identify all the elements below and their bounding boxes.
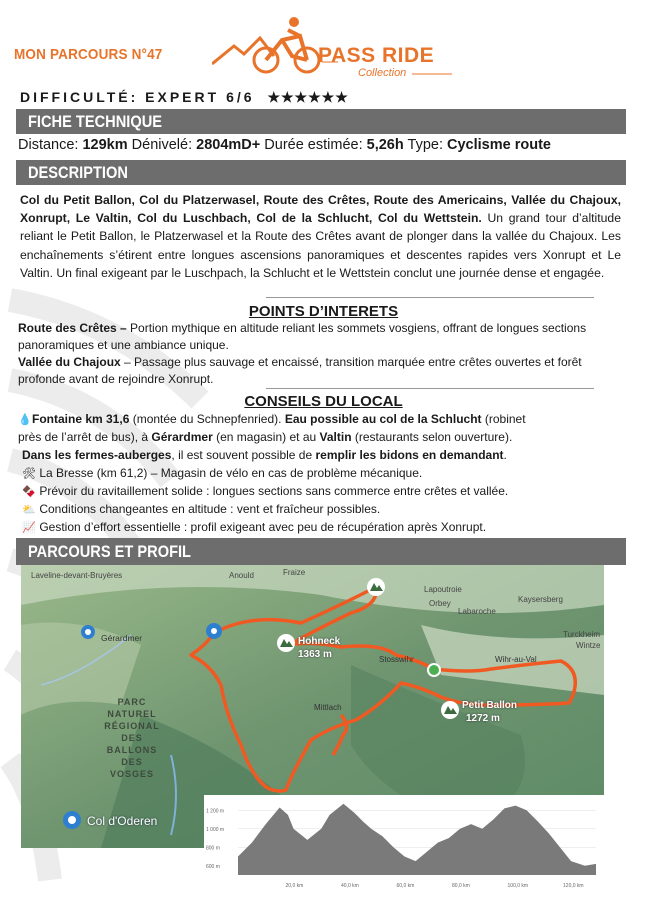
water-text: (robinet	[481, 412, 526, 426]
point-item	[18, 320, 620, 355]
water-bold: Dans les fermes-auberges	[22, 448, 172, 462]
park-label	[87, 696, 177, 780]
x-tick-label: 100,0 km	[507, 883, 529, 889]
x-tick-label: 40,0 km	[341, 883, 359, 889]
point-name: Vallée du Chajoux	[18, 355, 121, 369]
section-fiche-title: FICHE TECHNIQUE	[28, 112, 163, 131]
summit-altitude: 1363 m	[298, 649, 332, 660]
profile-chart	[204, 795, 604, 890]
map-label: Mittlach	[314, 703, 342, 712]
description-text	[20, 191, 621, 282]
description-body: Un grand tour d’altitude reliant le Petit Ballon, le Platzerwasel et la Route des Crêtes avant de plonger dans la vallée du Chajoux. Les enchaînements s’étirent entre longues ascensions panoramiques et descentes rapides vers Xonrupt et Le Valtin. Un final exigeant par le Luschpach, la Schlucht et le Wettstein conclut une journée dense et engagée.	[20, 211, 621, 280]
point-item	[18, 354, 620, 389]
x-tick-label: 60,0 km	[396, 883, 415, 889]
food-icon: 🍫	[22, 486, 36, 498]
x-tick-label: 120,0 km	[563, 883, 584, 889]
map-label: Turckheim	[563, 630, 601, 639]
y-tick-label: 600 m	[206, 863, 220, 870]
water-bold: remplir les bidons en demandant	[315, 448, 504, 462]
map-label: Stosswihr	[379, 655, 414, 664]
map-label: Kaysersberg	[518, 595, 563, 604]
elevation-area	[238, 804, 596, 875]
x-tick-label: 20,0 km	[285, 883, 304, 889]
y-tick-label: 1 200 m	[206, 808, 225, 815]
point-text: – Passage plus sauvage et encaissé, transition marquée entre crêtes ouvertes et forêt profonde avant de rejoindre Xonrupt.	[18, 355, 582, 387]
tip-text: La Bresse (km 61,2) – Magasin de vélo en cas de problème mécanique.	[39, 466, 423, 480]
route-number: MON PARCOURS N°47	[14, 46, 163, 63]
tech-sheet	[18, 137, 551, 153]
stars-icon: ★★★★★★	[267, 89, 349, 105]
park-label-line: DES	[121, 733, 143, 743]
type-label: Type:	[407, 137, 443, 153]
chart-icon: 📈	[22, 522, 36, 534]
tip-item	[22, 483, 508, 501]
section-description	[16, 160, 626, 185]
brand-name: PASS RIDE	[318, 44, 435, 67]
water-bold: Fontaine km 31,6	[32, 412, 130, 426]
section-parcours-title: PARCOURS ET PROFIL	[28, 542, 191, 561]
denivele-label: Dénivelé:	[131, 137, 193, 153]
map-label: Anould	[229, 571, 254, 580]
tip-text: Gestion d’effort essentielle : profil exigeant avec peu de récupération après Xonrupt.	[39, 520, 487, 534]
park-label-line: PARC	[117, 697, 147, 707]
tip-text: Prévoir du ravitaillement solide : longues sections sans commerce entre crêtes et vallée.	[39, 484, 509, 498]
map-label: Gérardmer	[101, 633, 143, 643]
water-text: (en magasin) et au	[212, 430, 320, 444]
wrench-icon: 🛠	[22, 468, 36, 480]
summit-label: Hohneck	[298, 636, 341, 647]
tip-item	[22, 465, 422, 483]
water-text: (restaurants selon ouverture).	[351, 430, 513, 444]
park-label-line: DES	[121, 757, 143, 767]
park-label-line: NATUREL	[107, 709, 157, 719]
map-label: Laveline-devant-Bruyères	[31, 571, 123, 580]
summit-altitude: 1272 m	[466, 713, 500, 724]
elevation-profile	[204, 795, 604, 890]
weather-icon: ⛅	[22, 504, 36, 516]
section-description-title: DESCRIPTION	[28, 163, 128, 182]
water-line-2	[18, 429, 512, 446]
water-text: près de l’arrêt de bus), à	[18, 430, 152, 444]
park-label-line: VOSGES	[109, 769, 154, 779]
point-name: Route des Crêtes –	[18, 321, 127, 335]
water-bold: Valtin	[319, 430, 352, 444]
water-drop-icon: 💧	[18, 414, 32, 426]
distance-label: Distance:	[18, 137, 79, 153]
conseils-title: CONSEILS DU LOCAL	[244, 393, 403, 410]
map-label: Fraize	[283, 568, 306, 577]
difficulty-rating	[20, 89, 349, 106]
y-tick-label: 1 000 m	[206, 826, 225, 833]
water-text: , il est souvent possible de	[171, 448, 316, 462]
water-line-1	[18, 411, 526, 429]
x-tick-label: 80,0 km	[452, 883, 470, 889]
y-tick-label: 800 m	[206, 845, 220, 852]
map-marker-green	[428, 664, 440, 676]
water-text: (montée du Schnepfenried).	[129, 412, 285, 426]
divider	[266, 388, 594, 389]
divider	[266, 297, 594, 298]
type-value: Cyclisme route	[447, 137, 551, 153]
water-line-3	[22, 447, 507, 464]
section-fiche	[16, 109, 626, 134]
map-label: Wihr-au-Val	[495, 655, 537, 664]
map-label: Lapoutroie	[424, 585, 462, 594]
summit-label: Petit Ballon	[462, 700, 518, 711]
park-label-line: RÉGIONAL	[104, 721, 160, 731]
tip-text: Conditions changeantes en altitude : vent et fraîcheur possibles.	[39, 502, 381, 516]
tip-item	[22, 519, 486, 537]
map-label: Wintze	[576, 641, 601, 650]
brand-logo	[212, 16, 462, 82]
point-text: Portion mythique en altitude reliant les sommets vosgiens, offrant de longues sections panoramiques et une ambiance unique.	[18, 321, 587, 353]
map-label: Orbey	[429, 599, 451, 608]
tip-item	[22, 501, 380, 519]
denivele-value: 2804mD+	[196, 137, 261, 153]
description-lead: Col du Petit Ballon, Col du Platzerwasel, Route des Crêtes, Route des Americains, Vallée du Chajoux, Xonrupt, Le Valtin, Col du Luschbach, Col de la Schlucht, Col du Wettstein.	[20, 193, 621, 226]
brand-sub: Collection	[358, 67, 407, 79]
map-label-oderen: Col d'Oderen	[87, 814, 158, 828]
map-label: Labaroche	[458, 607, 496, 616]
section-parcours	[16, 538, 626, 565]
park-label-line: BALLONS	[106, 745, 158, 755]
water-bold: Gérardmer	[151, 430, 213, 444]
distance-value: 129km	[82, 137, 128, 153]
points-title: POINTS D’INTERETS	[248, 303, 399, 320]
water-text: .	[503, 448, 507, 462]
water-bold: Eau possible au col de la Schlucht	[284, 412, 482, 426]
duree-value: 5,26h	[366, 137, 404, 153]
difficulty-label: DIFFICULTÉ: EXPERT 6/6	[20, 89, 255, 105]
duree-label: Durée estimée:	[264, 137, 363, 153]
